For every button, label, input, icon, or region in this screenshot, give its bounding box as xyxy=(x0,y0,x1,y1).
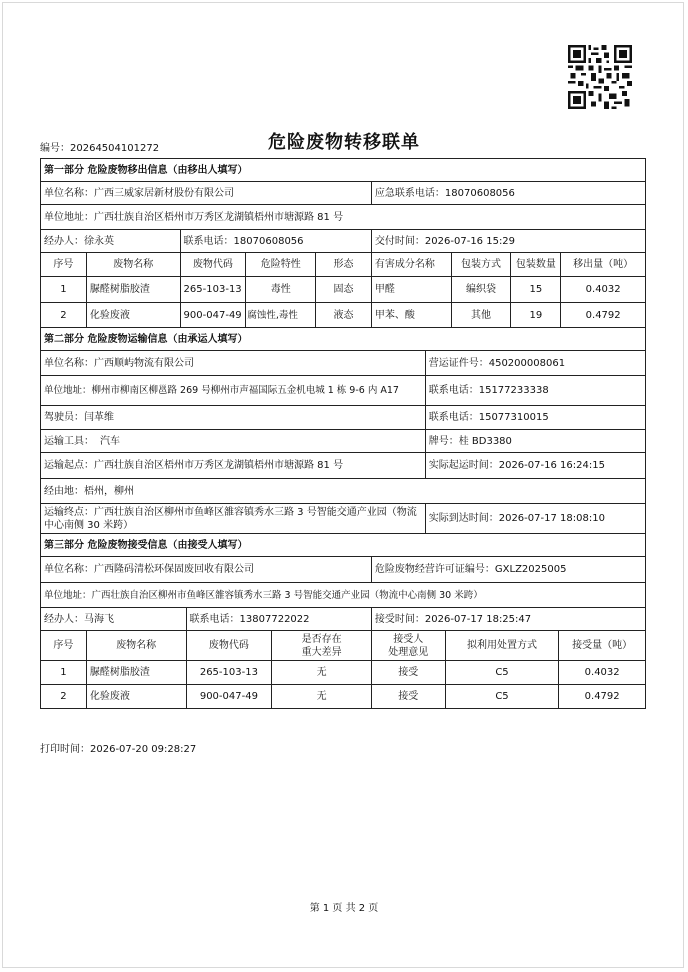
table-cell: 甲醛 xyxy=(372,277,452,302)
part2-heading: 第二部分 危险废物运输信息（由承运人填写） xyxy=(40,327,646,350)
part1-unit-name: 单位名称： 广西三威家居新材股份有限公司 xyxy=(41,182,372,204)
part1-emergency-phone: 应急联系电话： 18070608056 xyxy=(374,187,515,199)
part1-heading: 第一部分 危险废物移出信息（由移出人填写） xyxy=(40,158,646,181)
part2-start-time: 实际起运时间： 2026-07-16 16:24:15 xyxy=(428,460,605,471)
part2-plate: 牌号： 桂 BD3380 xyxy=(428,435,512,447)
part3-unit-name: 单位名称： 广西隆码清松环保固废回收有限公司 xyxy=(41,557,372,582)
part2-vehicle-row xyxy=(40,429,646,452)
table-cell: 无 xyxy=(272,685,372,708)
table-cell: 900-047-49 xyxy=(187,685,273,708)
part1-address-row xyxy=(40,204,646,229)
part1-contact: 联系电话： 18070608056 xyxy=(181,230,372,252)
table-cell: 265-103-13 xyxy=(187,661,273,684)
print-time: 打印时间：2026-07-20 09:28:27 xyxy=(40,744,197,755)
table-cell: 2 xyxy=(41,685,87,708)
col-header: 包装数量 xyxy=(511,253,561,276)
part2-vehicle: 运输工具： 汽车 xyxy=(41,430,426,452)
table-cell: 脲醛树脂胶渣 xyxy=(87,661,187,684)
table-cell: 编织袋 xyxy=(452,277,512,302)
part2-unit-name: 单位名称： 广西顺屿物流有限公司 xyxy=(41,351,426,375)
part1-address: 单位地址： 广西壮族自治区梧州市万秀区龙湖镇梧州市塘源路 81 号 xyxy=(44,211,344,223)
col-header: 移出量（吨） xyxy=(573,259,634,270)
transfer-form xyxy=(40,158,646,709)
part3-address: 单位地址： 广西壮族自治区柳州市鱼峰区雒容镇秀水三路 3 号智能交通产业园（物流中心南侧 30 米跨） xyxy=(44,589,483,601)
part2-end-row xyxy=(40,503,646,533)
col-header: 接受人 处理意见 xyxy=(372,631,446,660)
part2-driver: 驾驶员： 闫革维 xyxy=(41,406,426,429)
table-cell: 腐蚀性,毒性 xyxy=(246,303,316,327)
part3-address-row xyxy=(40,582,646,607)
part2-unit-row xyxy=(40,350,646,375)
table-row xyxy=(40,684,646,708)
part1-table-header xyxy=(40,252,646,276)
col-header: 序号 xyxy=(41,631,87,660)
part1-handler-row xyxy=(40,229,646,252)
table-cell: C5 xyxy=(446,661,560,684)
table-cell: 1 xyxy=(41,277,87,302)
table-row xyxy=(40,302,646,327)
table-cell: 甲苯、酸 xyxy=(372,303,452,327)
table-cell: 19 xyxy=(511,303,561,327)
table-cell: 0.4032 xyxy=(585,284,621,295)
part3-unit-row xyxy=(40,556,646,582)
table-cell: 900-047-49 xyxy=(181,303,247,327)
page-indicator: 第 1 页 共 2 页 xyxy=(309,903,379,914)
table-cell: 无 xyxy=(272,661,372,684)
col-header: 包装方式 xyxy=(452,253,512,276)
col-header: 形态 xyxy=(316,253,372,276)
table-cell: 接受 xyxy=(372,685,446,708)
part2-address-row xyxy=(40,375,646,405)
part1-handover-time: 交付时间： 2026-07-16 15:29 xyxy=(374,235,516,247)
table-cell: 0.4032 xyxy=(584,667,620,678)
part3-table-header xyxy=(40,630,646,660)
table-bottom-border xyxy=(40,708,646,709)
table-cell: 固态 xyxy=(316,277,372,302)
part2-end: 运输终点：广西壮族自治区柳州市鱼峰区雒容镇秀水三路 3 号智能交通产业园（物流中心南侧 30 米跨） xyxy=(41,504,426,533)
table-cell: 化验废液 xyxy=(87,685,187,708)
table-cell: 液态 xyxy=(316,303,372,327)
table-row xyxy=(40,276,646,302)
table-cell: 265-103-13 xyxy=(181,277,247,302)
table-cell: 1 xyxy=(41,661,87,684)
part2-address: 单位地址：柳州市柳南区柳邕路 269 号柳州市声福国际五金机电城 1 栋 9-6 内 A17 xyxy=(41,376,426,405)
part3-permit: 危险废物经营许可证编号： GXLZ2025005 xyxy=(374,564,567,575)
part2-arrive-time: 实际到达时间： 2026-07-17 18:08:10 xyxy=(428,513,605,524)
col-header: 序号 xyxy=(41,253,87,276)
table-cell: 2 xyxy=(41,303,87,327)
part2-driver-phone: 联系电话： 15077310015 xyxy=(428,412,549,423)
col-header: 是否存在 重大差异 xyxy=(272,631,372,660)
part2-license: 营运证件号： 450200008061 xyxy=(428,357,566,369)
part2-start: 运输起点： 广西壮族自治区梧州市万秀区龙湖镇梧州市塘源路 81 号 xyxy=(41,453,426,478)
table-cell: 化验废液 xyxy=(87,303,181,327)
part3-contact: 联系电话： 13807722022 xyxy=(187,608,372,630)
col-header: 废物名称 xyxy=(87,253,181,276)
col-header: 废物名称 xyxy=(87,631,187,660)
table-cell: 其他 xyxy=(452,303,512,327)
part1-handler: 经办人： 徐永英 xyxy=(41,230,181,252)
document-title: 危险废物转移联单 xyxy=(268,132,420,153)
table-cell: 接受 xyxy=(372,661,446,684)
table-cell: 15 xyxy=(511,277,561,302)
part2-start-row xyxy=(40,452,646,478)
table-cell: 0.4792 xyxy=(584,691,620,702)
col-header: 废物代码 xyxy=(187,631,273,660)
qr-code-icon xyxy=(568,45,632,109)
col-header: 有害成分名称 xyxy=(372,253,452,276)
part3-heading: 第三部分 危险废物接受信息（由接受人填写） xyxy=(40,533,646,556)
table-cell: 脲醛树脂胶渣 xyxy=(87,277,181,302)
part3-receive-time: 接受时间： 2026-07-17 18:25:47 xyxy=(374,613,532,625)
part3-handler: 经办人： 马海飞 xyxy=(41,608,187,630)
part2-via: 经由地： 梧州，柳州 xyxy=(44,485,134,497)
col-header: 危险特性 xyxy=(246,253,316,276)
part2-via-row xyxy=(40,478,646,503)
table-cell: C5 xyxy=(446,685,560,708)
table-row xyxy=(40,660,646,684)
part1-unit-row xyxy=(40,181,646,204)
part2-contact: 联系电话： 15177233338 xyxy=(428,385,549,396)
document-number: 编号：20264504101272 xyxy=(40,143,160,154)
part2-driver-row xyxy=(40,405,646,429)
table-cell: 毒性 xyxy=(246,277,316,302)
col-header: 废物代码 xyxy=(181,253,247,276)
col-header: 接受量（吨） xyxy=(572,640,633,651)
col-header: 拟利用处置方式 xyxy=(446,631,560,660)
table-cell: 0.4792 xyxy=(585,309,621,321)
part3-handler-row xyxy=(40,607,646,630)
